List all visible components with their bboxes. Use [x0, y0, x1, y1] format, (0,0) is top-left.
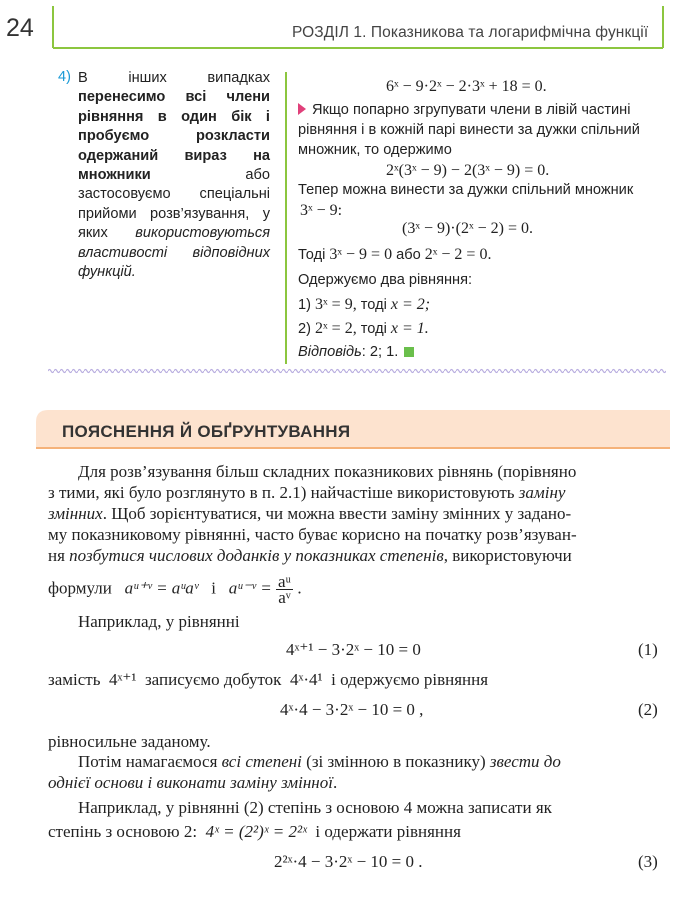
p3b-equation: 4ˣ = (2²)ˣ = 2²ˣ	[205, 822, 307, 841]
chapter-title: РОЗДІЛ 1. Показникова та логарифмічна функції	[292, 24, 649, 41]
p2a-italic-2: звести до	[489, 752, 561, 771]
equation-body-1-number: (1)	[638, 640, 658, 659]
case-1-result: x = 2;	[390, 296, 431, 313]
case-1-then: тоді	[360, 297, 387, 313]
and-word: і	[211, 578, 217, 598]
p1b: з тими, які було розглянуто в п. 2.1) найчастіше використовують	[48, 483, 515, 502]
p1-line5	[48, 546, 572, 566]
formula-2-fraction	[276, 574, 293, 605]
wavy-divider	[48, 368, 666, 374]
case-2-num: 2)	[298, 321, 311, 337]
p2-line2	[48, 773, 337, 793]
p3-line2	[48, 822, 461, 842]
p2-line1	[78, 752, 561, 772]
page-number: 24	[6, 14, 34, 42]
section-title: ПОЯСНЕННЯ Й ОБҐРУНТУВАННЯ	[62, 422, 351, 441]
then-line	[298, 246, 491, 264]
p1-line2	[48, 483, 565, 503]
or-word: або	[396, 247, 421, 263]
p3b: степінь з основою 2:	[48, 822, 198, 841]
column-divider	[285, 72, 287, 364]
left-p1-bold: перенесимо всі члени рівняння в один бік і пробуємо розкласти одержаний вираз на множники	[78, 89, 270, 184]
instead-word: замість	[48, 670, 101, 689]
p2b-italic: однієї основи і виконати заміну змінної	[48, 773, 333, 792]
case-2-result: x = 1.	[390, 320, 429, 337]
equation-body-2-number: (2)	[638, 700, 658, 719]
example-left-text	[78, 69, 270, 282]
p1-line3	[48, 504, 571, 524]
equation-body-3: 2²ˣ·4 − 3·2ˣ − 10 = 0 .	[274, 852, 423, 871]
instead-line	[48, 670, 488, 690]
formulas-line: формули aᵘ⁺ᵛ = aᵘaᵛ і aᵘ⁻ᵛ = $\frac{\text{aᵘ}}{\text{aᵛ}}$ .	[48, 572, 302, 607]
equation-body-2: 4ˣ·4 − 3·2ˣ − 10 = 0 ,	[280, 700, 424, 719]
equation-2: 2ˣ(3ˣ − 9) − 2(3ˣ − 9) = 0.	[386, 162, 550, 179]
example-right-column	[298, 70, 668, 370]
item-label: 4)	[58, 69, 71, 85]
case-2	[298, 320, 429, 338]
left-p1: В інших випадках	[78, 70, 270, 86]
hint-text	[298, 100, 660, 160]
case-2-eq: 2ˣ = 2,	[315, 320, 357, 337]
p3-line1: Наприклад, у рівнянні (2) степінь з основою 4 можна записати як	[78, 798, 552, 817]
p2a-italic: всі степені	[221, 752, 302, 771]
equation-body-1: 4ˣ⁺¹ − 3·2ˣ − 10 = 0	[286, 640, 421, 659]
equation-body-3-number: (3)	[638, 852, 658, 871]
p3b2: і одержати рівняння	[315, 822, 461, 841]
then-eq1: 3ˣ − 9 = 0	[329, 246, 393, 263]
formulas-word: формули	[48, 578, 112, 598]
p2a2: (зі змінною в показнику)	[306, 752, 486, 771]
p1e-italic: позбутися числових доданків у показниках степенів	[69, 546, 444, 565]
formula-2-lhs: aᵘ⁻ᵛ =	[228, 578, 272, 598]
equivalent-text: рівносильне заданому.	[48, 732, 211, 751]
get-equation: і одержуємо рівняння	[331, 670, 489, 689]
instead-term: 4ˣ⁺¹	[108, 670, 137, 689]
case-1-eq: 3ˣ = 9,	[315, 296, 357, 313]
end-square-icon	[404, 347, 414, 357]
p1c-italic: змінних	[48, 504, 103, 523]
answer-label: Відповідь	[298, 344, 362, 360]
p1e: ня	[48, 546, 65, 565]
example-intro: Наприклад, у рівнянні	[78, 612, 240, 631]
case-2-then: тоді	[360, 321, 387, 337]
p1-line1: Для розв’язування більш складних показникових рівнянь (порівняно	[78, 462, 577, 481]
left-p2: або застосовуємо спеціальні прийоми розв’язування, у яких	[78, 167, 270, 242]
p1e2: , використовуючи	[443, 546, 572, 565]
hint-body: Якщо попарно згрупувати члени в лівій частині рівняння і в кожній парі винести за дужки спільний множник, то одержимо	[298, 102, 640, 158]
then-eq2: 2ˣ − 2 = 0.	[424, 246, 492, 263]
triangle-marker-icon	[298, 103, 306, 115]
equation-1: 6ˣ − 9·2ˣ − 2·3ˣ + 18 = 0.	[386, 78, 547, 95]
p1-line4: му показниковому рівнянні, часто буває корисно на початку розв’язуван-	[48, 525, 577, 544]
case-1-num: 1)	[298, 297, 311, 313]
factor-expr: 3ˣ − 9:	[300, 202, 343, 219]
p1b-italic: заміну	[518, 483, 566, 502]
left-p2-italic: використовуються властивості відповідних функцій.	[78, 225, 270, 281]
formula-2-numerator: aᵘ	[277, 572, 292, 591]
answer-value: : 2; 1.	[361, 344, 399, 360]
then-word: Тоді	[298, 247, 326, 263]
case-1	[298, 296, 430, 314]
product-expr: 4ˣ·4¹	[289, 670, 323, 689]
p2b: .	[332, 773, 338, 792]
answer-line	[298, 344, 414, 360]
two-equations-text: Одержуємо два рівняння:	[298, 272, 473, 288]
p2a: Потім намагаємося	[78, 752, 218, 771]
formula-2-denominator: aᵛ	[278, 588, 291, 607]
equation-3: (3ˣ − 9)·(2ˣ − 2) = 0.	[402, 220, 533, 237]
p1c: . Щоб зорієнтуватися, чи можна ввести заміну змінних у задано-	[102, 504, 572, 523]
formula-1: aᵘ⁺ᵛ = aᵘaᵛ	[124, 578, 199, 598]
write-product: записуємо добуток	[144, 670, 282, 689]
text-common-factor: Тепер можна винести за дужки спільний множник	[298, 182, 634, 198]
